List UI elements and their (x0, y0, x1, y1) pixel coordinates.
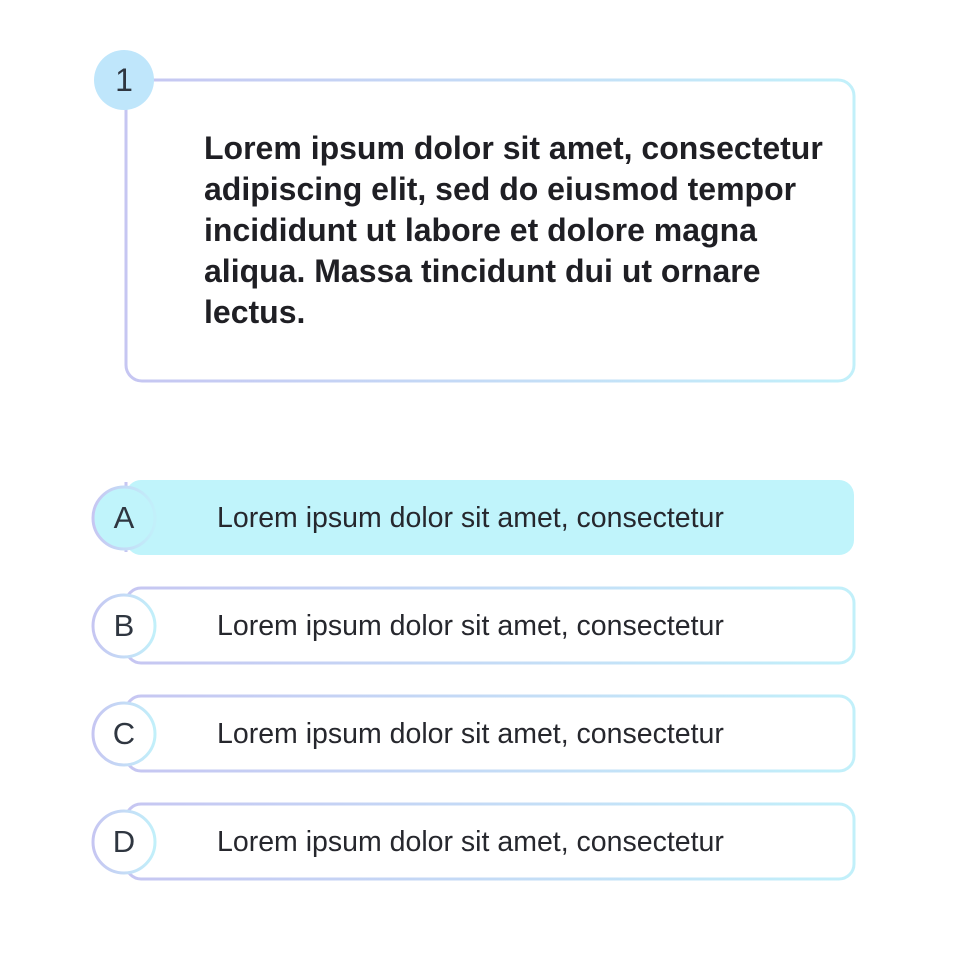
option-d-text: Lorem ipsum dolor sit amet, consectetur (217, 826, 724, 858)
option-b-text: Lorem ipsum dolor sit amet, consectetur (217, 610, 724, 642)
question-text: Lorem ipsum dolor sit amet, consectetur adipiscing elit, sed do eiusmod tempor incididunt ut labore et dolore magna aliqua. Massa tincidunt dui ut ornare lectus. (204, 130, 823, 330)
question-number: 1 (115, 62, 133, 98)
option-a-text: Lorem ipsum dolor sit amet, consectetur (217, 502, 724, 534)
option-d-letter: D (112, 824, 136, 859)
option-c-text: Lorem ipsum dolor sit amet, consectetur (217, 718, 724, 750)
option-c-letter: C (112, 716, 136, 751)
option-a-letter: A (113, 500, 135, 535)
option-b-letter: B (113, 608, 135, 643)
